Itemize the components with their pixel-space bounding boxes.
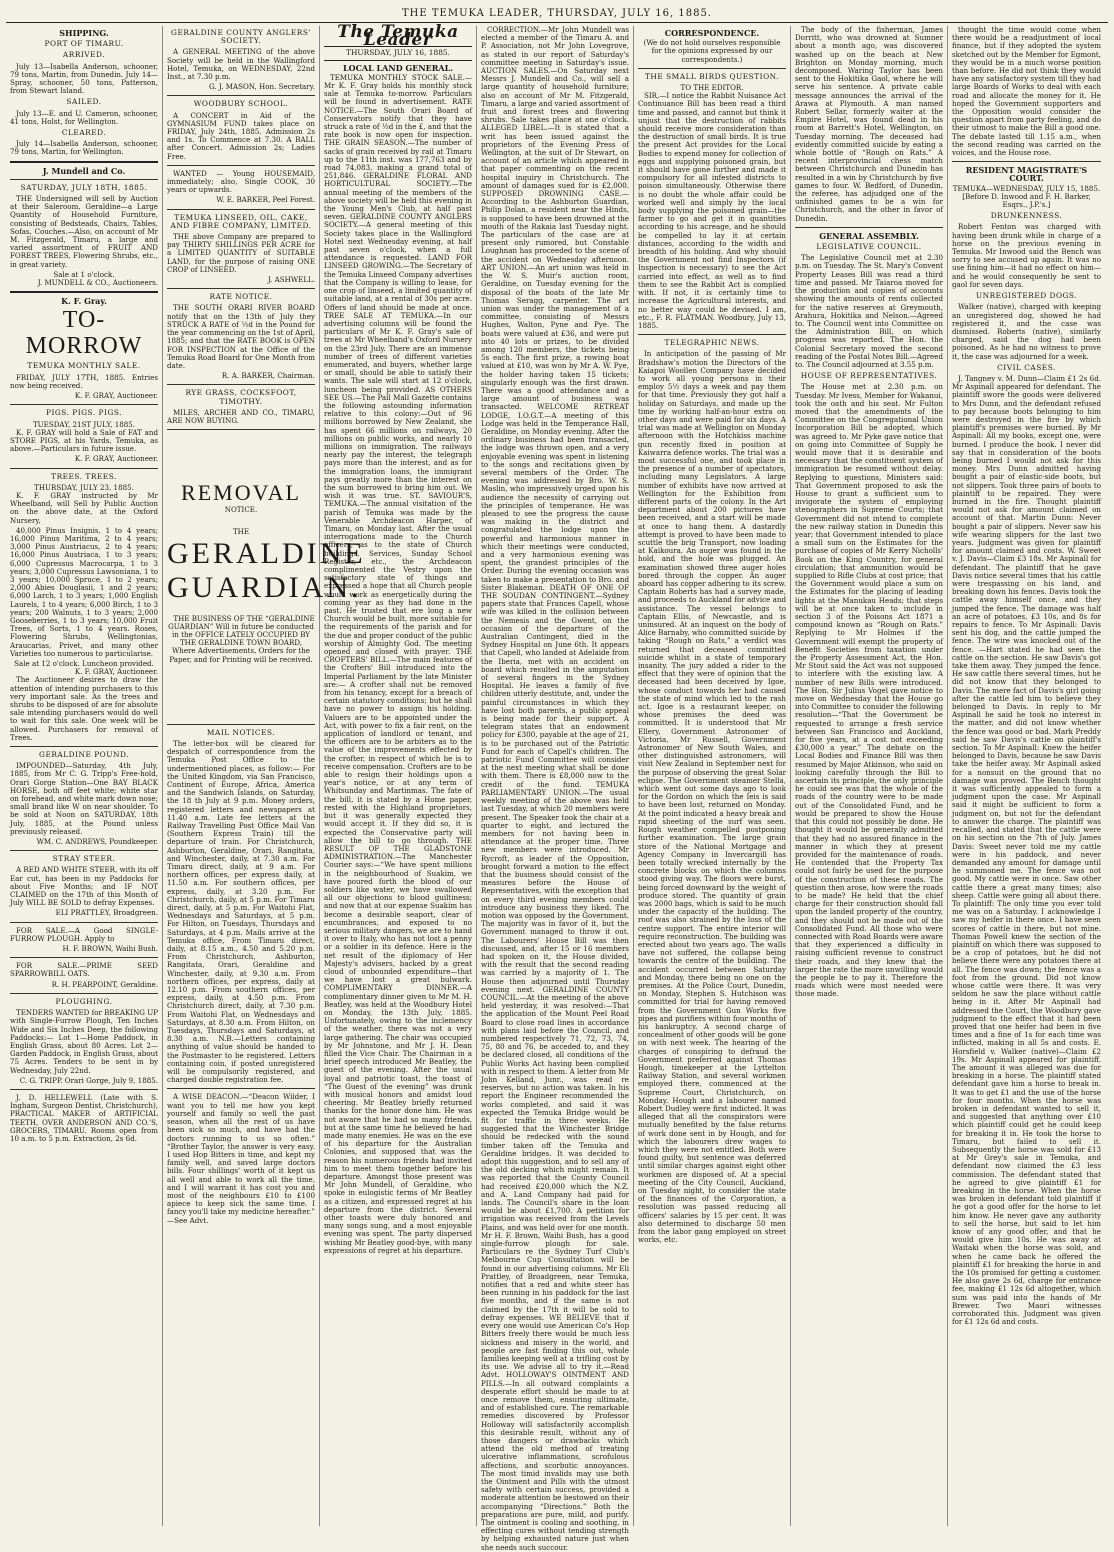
stray-text: A RED AND WHITE STEER, with its off Ear cut, has been in my Paddocks for about Five Months; and IF NOT CLAIMED on the 17th of this Month of July WILL BE SOLD to defray Expenses. [10,865,158,908]
column-2 [163,26,366,1526]
divider [795,227,943,228]
divider [952,161,1101,162]
rye-heading: RYE GRASS, COCKSFOOT, TIMOTHY. [185,388,297,406]
sailed-heading: SAILED. [66,97,102,107]
column-3 [320,22,477,1526]
civil-heading: CIVIL CASES. [997,362,1056,372]
sailings-text: July 13—E. and U. Cameron, schooner, 41 tons, Holst, for Wellington. [10,108,158,126]
trees-list: 40,000 Pinus Insignis, 1 to 4 years; 16,000 Pinus Maritima, 2 to 4 years; 3,000 Pinus Austriacus, 2 to 4 years; 16,000 Pinus Austriaca, 1 to 3 years; 6,000 Cupressus Macrocarpa, 1 to 3 years; 3,000 Cupressus Lawsoniana, 1 to 3 years; 10,000 Spruce, 1 to 2 years; 2,000 Abies Douglasii, 1 and 2 years; 6,000 Larch, 1 to 3 years; 1,000 English Laurels, 1 to 4 years; 6,000 Birch, 1 to 3 years; 200 Walnuts, 1 to 3 years; 2,000 Gooseberries, 1 to 3 years; 10,000 Fruit Trees, of Sorts, 1 to 4 years. Roses, Flowering Shrubs, Wellingtonias, Araucarias, Privet, and many other Varieties too numerous to particularise. [10,525,158,658]
gray-signature: K. F. GRAY, Auctioneer. [74,454,158,464]
dentist-ad: J. D. HELLEWELL (Late with S. Ingham, Surgeon Dentist, Christchurch), PRACTICAL MAKER of ARTIFICIAL TEETH, OVER ANDERSON AND CO.'S, GROCERS, TIMARU. Rooms open from 10 a.m. to 5 p.m. Extraction, 2s 6d. [10,1092,158,1143]
miles-text: MILES, ARCHER AND CO., TIMARU, ARE NOW BUYING. [167,407,315,425]
issue-date: THURSDAY, JULY 16, 1885. [324,46,472,60]
divider [10,291,158,293]
to-editor: TO THE EDITOR. [680,83,744,93]
divider [167,429,315,430]
rm-court-date: TEMUKA—WEDNESDAY, JULY 15, 1885. [952,183,1101,193]
council-text: The Legislative Council met at 2.30 p.m. on Tuesday. The St. Mary's Convent Property Leases Bill was read a third time and passed. Mr Taiaroa moved for the production and copies of accounts showing the amounts of rents collected for the native reserves at Greymouth, Arahura, Hokitika and Nelson.—Agreed to. The Council went into Committee on the Administration Bill, on which progress was reported. The Hon. the Colonial Secretary moved the second reading of the Postal Notes Bill.—Agreed to. The Council adjourned at 3.55 p.m. [795,253,943,369]
local-heading: LOCAL LAND GENERAL. [342,62,454,73]
divider [167,165,315,166]
divider [10,161,158,163]
tomorrow-heading: TO-MORROW [25,307,143,360]
divider [167,209,315,210]
house-text: The House met at 2.30 p.m. on Tuesday. Mr Ivess, Member for Wakanui, took the oath and his seat. Mr Fulton moved that the amendments of the Committee on the Congregational Union Incorporation Bill be adopted, which was agreed to. Mr Pyke gave notice that on going into Committee of Supply he would move that it is desirable and necessary that the constituent system of immigration be resumed without delay. Replying to questions, Ministers said: That Government proposed to ask the House to grant a sufficient sum to invigorate the system of employing stenographers in Supreme Courts; that Government did not intend to complete the new railway station in Dunedin this year; that Government intended to place a small sum on the Estimates for the purchase of copies of Mr Kerry Nicholls' Book on the King Country, for general circulation; that ammunition would be supplied to Rifle Clubs at cost price; that the Government would place a sum on the Estimates for the placing of leading lights at the Manukau Heads; that steps will be at once taken to include in section 3 of the Poisons Act 1871 a compound known as “Rough on Rats.” Replying to Mr Holmes if the Government will exempt the property of Benefit Societies from taxation under the Property Assessment Act, the Hon. Mr Stout said the Act was not supposed to interfere with the existing law. A number of new Bills were introduced. The Hon. Sir Julius Vogel gave notice to move on Wednesday that the House go into Committee to consider the following resolution—“That the Government be requested to arrange a fresh service between San Francisco and Auckland, for five years, at a cost not exceeding £30,000 a year.” The debate on the Local Bodies and Finance Bill was then resumed by Major Atkinson, who said on looking carefully through the Bill to ascertain its principle, the only principle he could see was that the whole of the roads of the country were to be made out of the Consolidated Fund, and he would be prepared to show the House that this could not possibly be done. He thought it would be generally admitted that they had no assured finance in the manner in which they at present provided for the maintenance of roads. He contended that the Property Tax could not fairly be used for the purpose of the construction of these roads. The question then arose, how were the roads to be made? He held that the chief charge for their construction should fall upon the landed property of the country, and they should not be made out of the Consolidated Fund. All those who were connected with Road Boards were aware that they experienced a difficulty in raising sufficient revenue to construct their roads, and they knew that the larger the rate the more unwilling would the people be to pay it. Therefore the roads which were most needed were those made. [795,382,943,999]
columns [6,22,1108,1552]
divider [167,95,315,96]
divider [10,850,158,851]
drunkenness-text: Robert Fenton was charged with having been drunk while in charge of a horse on the previous evening in Temuka. Mr Inwood said the Bench was sorry to see accused up again. It was no use fining him—it had no effect on him—and he would consequently be sent to gaol for seven days. [952,222,1101,289]
divider [10,993,158,994]
divider [10,957,158,958]
divider [10,179,158,180]
gray-signature: K. F. GRAY, Auctioneer. [74,667,158,677]
divider [167,384,315,385]
stray-heading: STRAY STEER. [52,854,116,864]
pigs-heading: PIGS. PIGS. PIGS. [45,408,123,418]
oats-sale-text: FOR SALE.—PRIME SEED SPARROWBILL OATS. [10,961,158,979]
divider [10,404,158,405]
sale-date: SATURDAY, JULY 18TH, 1885. [20,182,148,192]
drunkenness-heading: DRUNKENNESS. [990,211,1063,221]
column-1 [6,26,163,1526]
port-heading: PORT OF TIMARU. [44,39,124,49]
mundell-signature: J. MUNDELL & CO., Auctioneers. [37,278,158,288]
removal-notice: NOTICE. [224,505,258,515]
local-news-text: TEMUKA MONTHLY STOCK SALE.—Mr K. F. Gray holds his monthly stock sale at Temuka to-morrow. Particulars will be found in advertisement. RATE NOTICE.—The South Orari Board of Conservators notify that they have struck a rate of ½d in the £, and that the rate book is now open for inspection. THE GRAIN SEASON.—The number of sacks of grain received by rail at Timaru up to the 11th inst. was 177,763 and by road 74,083, making a grand total of 251,846. GERALDINE FLORAL AND HORTICULTURAL SOCIETY.—The annual meeting of the members of the above society will be held this evening in the Young Men's Club, at half past seven. GERALDINE COUNTY ANGLERS SOCIETY.—A general meeting of this Society takes place in the Wallingford Hotel next Wednesday evening, at half past seven o'clock, when a full attendance is requested. LAND FOR LINSEED GROWING.—The Secretary of the Temuka Linseed Company advertises that the Company is willing to lease, for one crop of linseed, a limited quantity of suitable land, at a rental of 30s per acre. Offers of land should be made at once. TREE SALE AT TEMUKA.—In our advertising columns will be found the particulars of Mr K. F. Gray's sale of trees at Mr Wheelband's Oxford Nursery on the 23rd July. There are an immense number of trees of different varieties enumerated, and buyers, whether large or small, should be able to satisfy their wants. The sale will start at 12 o'clock, luncheon being provided. AS OTHERS SEE US.—The Pall Mall Gazette contains the following astounding information relative to this colony:—Out of 96 millions borrowed by New Zealand, she has spent 66 millions on railways, 20 millions on public works, and nearly 10 millions on immigration. The railways nearly pay the interest, the telegraph pays more than the interest, and as for the immigration loans, the immigrant pays greatly more than the interest on the sum borrowed to bring him out. We wish it was true. ST. SAVIOUR'S, TEMUKA.—The annual visitation of the parish of Temuka was made by the Venerable Archdeacon Harper, of Timaru, on Monday last. After the usual interrogations made to the Church officers, as to the state of Church buildings, Services, Sunday School Register, etc., the Archdeacon complimented the Vestry upon the satisfactory state of things and expressed a hope that all Church people would work as energetically during the coming year as they had done in the past. He trusted that ere long a new Church would be built, more suitable for the requirements of the parish and for the due and proper conduct of the public worship of Almighty God. The meeting opened and closed with prayer. THE CROFTERS' BILL.—The main features of the Crofters' Bill introduced into the Imperial Parliament by the late Minister are:— A crofter shall not be removed from his tenancy, except for a breach of certain statutory conditions; but he shall have no power to assign his holding. Valuers are to be appointed under the Act, with power to fix a fair rent, on the application of landlord or tenant, and the officers are to be arbiters as to the value of the improvements effected by the crofter, in respect of which he is to receive compensation. Crofters are to be able to resign their holdings upon a year's notice, or at any term of Whitsunday and Martinmas. The fate of the bill, it is stated by a Home paper, rested with the Highland proprietors, but it was generally expected they would accept it. If they did so, it is expected the Conservative party will allow the bill to go through. THE RESULT OF THE GLADSTONE ADMINISTRATION.—The Manchester Courier says:—“We have spent millions in the neighbourhood of Suakim, we have poured forth the blood of our soldiers like water, we have swallowed all our objections to blood guiltiness; and now that at our expense Suakim has become a desirable seaport, clear of encumbrances, and exposed to no serious military dangers, we are to hand it over to Italy, who has not lost a penny or a soldier in its defence. Here is the net result of the diplomacy of Her Majesty's advisers, backed by a great cloud of unbounded expenditure—that we have lost a great bulwark. COMPLIMENTARY DINNER.—A complimentary dinner given to Mr M. H. Beatley, was held at the Woodbury Hotel on Monday, the 13th July, 1885. Unfortunately, owing to the inclemency of the weather, there was not a very large gathering. The chair was occupied by Mr Johnstone, and Mr J. H. Dean filled the Vice Chair. The Chairman in a brief speech introduced Mr Beatley, the guest of the evening. After the usual loyal and patriotic toast, the toast of “The Guest of the evening” was drunk with musical honors and amidst loud cheering. Mr Beatley briefly returned thanks for the honor done him. He was not aware that he had so many friends, but at the same time he believed he had made many enemies. He was on the eve of his departure for the Australian Colonies, and supposed that was the reason his numerous friends had invited him to meet them together before his departure. Amongst those present was Mr John Mundell, of Geraldine, who spoke in eulogistic terms of Mr Beatley as a citizen, and expressed regret at his departure from the district. Several other toasts were duly honored and many songs sung, and a most enjoyable evening was spent. The party dispersed wishing Mr Beatley good-bye, with many expressions of regret at his departure. [324,72,472,1255]
trees-text: K. F. GRAY instructed by Mr Wheelband, will Sell by Public Auction on the above date, at the Oxford Nursery, [10,490,158,525]
paper-logo: The Temuka Leader [337,22,459,51]
column-7 [948,26,1105,1526]
masthead-text: THE TEMUKA LEADER, THURSDAY, JULY 16, 1885. [402,7,712,19]
correspondence-heading: CORRESPONDENCE. [664,28,760,38]
ploughing-text: TENDERS WANTED for BREAKING UP with Single-Furrow Plough, Ten Inches Wide and Six Inches Deep, the following Paddocks:— Lot 1—Home Paddock, in English Grass, about 80 Acres. Lot 2—Garden Paddock, in English Grass, about 75 Acres. Tenders to be sent in by Wednesday, July 22nd. [10,1008,158,1075]
council-heading: LEGISLATIVE COUNCIL. [816,242,922,252]
rm-court-before: [Before D. Inwood and F. H. Barker, Esqrs., J.P.'s.] [962,191,1091,210]
luncheon-text: Sale at 12 o'clock. Luncheon provided. [14,658,154,668]
divider [638,334,786,335]
monthly-sale-text: FRIDAY, JULY 17TH, 1885. Entries now being received. [10,372,158,390]
divider [10,1089,158,1090]
column-4 [477,25,634,1552]
wise-deacon-text: A WISE DEACON.—“Deacon Wilder, I want you to tell me how you kept yourself and family so well the past season, when all the rest of us have been sick so much, and have had the doctors running to us so often.” “Brother Taylor, the answer is very easy. I used Hop Bitters in time, and kept my family well, and saved large doctors bills. Four shillings' worth of it kept us all well and able to work all the time, and I will warrant it has cost you and most of the neighbours £10 to £100 apiece to keep sick the same time. I fancy you'll take my medicine hereafter.” —See Advt. [167,1092,315,1225]
guardian-heading: GUARDIAN. [167,570,362,604]
clearances-text: July 14—Isabella Anderson, schooner, 79 tons, Martin, for Wellington. [10,139,158,157]
divider [10,922,158,923]
mundell-heading: J. Mundell and Co. [42,165,126,176]
woodbury-text: A CONCERT in Aid of the GYMNASIUM FUND takes place on FRIDAY, July 24th, 1885. Admission 2s and 1s. To Commence at 7.30. A BALL after Concert. Admission 2s; Ladies Free. [167,110,315,161]
small-birds-heading: THE SMALL BIRDS QUESTION. [644,71,779,81]
trees-date: THURSDAY, JULY 23, 1885. [34,482,134,492]
linseed-heading: TEMUKA LINSEED, OIL, CAKE, AND FIBRE COMPANY, LIMITED. [170,212,312,230]
dogs-text: Walker (native), charged with keeping an unregistered dog, showed he had registered it, and the case was dismissed. Roberts (native), similarly charged, said the dog had been poisoned. As he had no witness to prove it, the case was adjourned for a week. [952,302,1101,361]
civil-text: J. Tangney v. M. Dunn—Claim £1 2s 6d. Mr Aspinall appeared for defendant. The plaintiff swore the goods were delivered to Mrs Dunn, and the defendant refused to pay because boots belonging to him were destroyed in the fire by which plaintiff's premises were burned. By Mr Aspinall: All my books, except one, were burned. I produce the book. I never did say that in consideration of the boots being burned I would not ask for this money. Mrs Dunn admitted having bought a pair of elastic-side boots, but not slippers. Took three pairs of boots to plaintiff to be repaired. They were burned in the fire. Thought plaintiff would not ask for amount claimed on account of that. Martin Dunn: Never bought a pair of slippers. Never saw his wife wearing slippers for the last two years. Judgment was given for plaintiff for amount claimed and costs. W. Sweet v. J. Davis—Claim £3 18s. Mr Aspinall for defendant. The plaintiff that he gave Davis notice several times that his cattle were trespassing on his land, and breaking down his fences. Davis took the cattle away himself once, and they jumped the fence. The damage was half an acre of potatoes, £3 10s, and 8s for repairs to fence. To Mr Aspinall: Davis sent his dog, and the cattle jumped the fence. The wire was knocked out of the fence. —Hart stated he had seen the cattle on the section. He saw Davis's got take them away. They jumped the fence. He saw cattle there several times, but he did not know that they belonged to Davis. The mere fact of Davis's girl going after the cattle led him to believe they belonged to Davis. In reply to Mr Aspinall he said he took no interest in the matter, and did not know whether the fence was good or bad. Mark Preddy said he saw Davis's cattle on plaintiff's section. To Mr Aspinall: Knew the heifer belonged to Davis, because he saw Davis take the heifer away. Mr Aspinall asked for a nonsuit on the ground that no damage was proved. The Bench thought it was sufficiently appealed to form a judgment upon the case. Mr Aspinall said it might be sufficient to form a judgment on, but not for the defendant to answer the charge. The plaintiff was recalled, and stated that the cattle were on his section on the 7th of July. James Davis: Sweet never told me my cattle were in his paddock, and never demanded any amount for damage until he summoned me. The fence was not good. My cattle were in once. Saw other cattle there a great many times; also sheep. Cattle were going all about there. To plaintiff: The only time you ever told me was on a Saturday. I acknowledge I saw my heifer in there once. I have seen scores of cattle in there, but not mine. Thomas Powell knew the section of the plaintiff on which there was supposed to be a crop of potatoes, but he did not believe there were any potatoes there at all. The fence was down; the fence was a foot from the ground. Did not know whose cattle were there. It was very seldom he saw the place without cattle being in it. After Mr Aspinall had addressed the Court, the Woodbury gave judgment to the effect that it had been proved that one heifer had been in five times and a fine of 1s for each time was inflicted, making in all 5s and costs. E. Horsfield v. Walker (native)—Claim £2 19s. Mr Aspinall appeared for plaintiff. The amount it was alleged was due for breaking in a horse. The plaintiff stated defendant gave him a horse to break in. It was to get £1 and the use of the horse for four months. When the horse was broken in defendant wanted to sell it, and suggested that anything over £10 which plaintiff could get he could keep for breaking it in. He took the horse to Timaru, but failed to sell it. Subsequently the horse was sold for £13 at Mr Grey's sale in Temuka, and defendant now claimed the £3 less commission. The defendant stated that he agreed to give plaintiff £1 for breaking in the horse. When the horse was broken in defendant told plaintiff if he got a good offer for the horse to let him know. He never gave any authority to sell the horse, but said to let him know of any good offer, and that he would give him 10s. He was away at Waitaki when the horse was sold, and when he came back he offered the plaintiff £1 for breaking the horse in and the 10s promised for getting a customer. He also gave 2s 6d, charge for entrance fee, making £1 12s 6d altogether, which sum was paid into the hands of Mr Brewer. Two Maori witnesses corroborated this. Judgment was given for £1 12s 6d and costs. [952,373,1101,1327]
linseed-text: THE above Company are prepared to pay THIRTY SHILLINGS PER ACRE for a LIMITED QUANTITY of SUITABLE LAND, for the purpose of raising ONE CROP of LINSEED. [167,232,315,274]
mundell-ad-text: THE Undersigned will sell by Auction at their Saleroom, Geraldine—a Large Quantity of Household Furniture, consisting of Bedsteads, Chairs, Tables, Sofas, Couches.—Also, on account of Mr M. Fitzgerald, Timaru, a large and varied assortment of FRUIT AND FOREST TREES, Flowering Shrubs, etc., in great variety. [10,194,158,269]
house-continued: thought the time would come when there would be a readjustment of local finance, but if they adopted the system sketched out by the Member for Egmont, they would be in a much worse position than before. He did not think they would have any satisfactory system till they had large Boards of Works to deal with each road and allocate the money for it. He hoped the Government supporters and the Opposition would consider the question apart from party feeling, and do their utmost to make the Bill a good one. The debate lasted till 1.15 a.m., when the second reading was carried on the voices, and the House rose. [952,25,1101,158]
divider [638,68,786,69]
pound-text: IMPOUNDED—Saturday, 4th July, 1885, from Mr C. G. Tripp's Free-hold, Orari Gorge Station—One BAY BLACK HORSE, both off feet white; white star on forehead, and white mark down nose; small brand like W on near shoulder. To be sold at Noon on SATURDAY, 18th July, 1885, at the Pound unless previously released. [10,761,158,836]
telegraphic-continued: The body of the fisherman, James Dorritt, who was drowned at Sumner about a month ago, was discovered washed up on the beach at New Brighton on Monday morning, much decomposed. Waring Taylor has been sent to the Hokitika Gaol, where he will serve his sentence. A private cable message announces the arrival of the Arawa at Plymouth. A man named Robert Sellar, formerly waiter at the Empire Hotel, was found dead in his room at Barrett's Hotel, Wellington, on Tuesday morning. The deceased had evidently committed suicide by eating a whole bottle of “Rough on Rats.” A recent interprovincial chess match between Christchurch and Dunedin has resulted in a win by Christchurch by five games to four. W. Bedford, of Dunedin, the referee, has adjudged one of the unfinished games to be a win for Christchurch, and the other in favor of Dunedin. [795,25,943,223]
anglers-heading: GERALDINE COUNTY ANGLERS' SOCIETY. [171,28,311,46]
removal-text: THE BUSINESS OF THE “GERALDINE GUARDIAN” Will in future be conducted in the OFFICE LATELY OCCUPIED BY THE GERALDINE TOWN BOARD, Where Advertisements, Orders for the Paper, and for Printing will be received. [168,613,315,664]
rbarker-signature: R. A. BARKER, Chairman. [221,371,315,381]
assembly-heading: GENERAL ASSEMBLY. [819,230,919,241]
geraldine-heading: GERALDINE [167,536,366,570]
ploughing-heading: PLOUGHING. [55,996,113,1006]
divider [167,288,315,289]
rate-text: THE SOUTH ORARI RIVER BOARD notify that on the 13th of July they STRUCK A RATE of ½d in the Pound for the year commencing on the 1st of April, 1885; and that the RATE BOOK is OPEN FOR INSPECTION at the Office of the Temuka Road Board for One Month from date. [167,303,315,370]
gray-heading: K. F. Gray. [61,296,107,307]
tripp-signature: C. G. TRIPP. Orari Gorge, July 9, 1885. [19,1075,158,1085]
woodbury-heading: WOODBURY SCHOOL. [193,99,289,109]
divider [167,1088,315,1089]
correspondence-disclaimer: (We do not hold ourselves responsible for the opinions expressed by our correspondents.) [643,38,781,64]
trees-note: The Auctioneer desires to draw the attention of intending purchasers to this very important sale. As the trees and shrubs to be disposed of are for absolute sale intending purchasers would do well to wait for this sale. One week will be allowed. Purchasers for removal of Trees. [10,675,158,742]
arrivals-text: July 13—Isabella Anderson, schooner, 79 tons, Martin, from Dunedin. July 14—Spray, schooner, 50 tons, Patterson, from Stewart Island. [10,61,158,96]
prattley-signature: ELI PRATTLEY, Broadgreen. [55,908,158,918]
pound-heading: GERALDINE POUND. [39,750,129,760]
dogs-heading: UNREGISTERED DOGS. [975,291,1078,301]
divider [10,468,158,469]
mason-signature: G. J. MASON, Hon. Secretary. [209,82,315,92]
barker-signature: W. E. BARKER, Peel Forest. [216,195,315,205]
trees-heading: TREES. TREES. [51,471,117,481]
pigs-date: TUESDAY, 21ST JULY, 1885. [32,419,136,429]
local-news-continued: CORRECTION.—Mr John Mundell was elected a member of the Timaru A. and P. Association, not Mr John Lovegrove, as stated in our report of Saturday's committee meeting in Saturday's issue. AUCTION SALES.—On Saturday next Messrs J. Mundell and Co., will sell a large quantity of household furniture; also on account of Mr M. Fitzgerald, Timaru, a large and varied assortment of fruit and forest trees and flowering shrubs. Sale takes place at one o'clock. ALLEGED LIBEL.—It is stated that a writ has been issued against the proprietors of the Evening Press of Wellington, at the suit of Dr Stewart, on account of an article which appeared in that paper commenting on the recent hospital inquiry in Christchurch. The amount of damages sued for is £2,000. SUPPOSED DROWNING CASE.—According to the Ashburton Guardian, Philip Dolan, a resident near the Hinds, is supposed to have been drowned at the mouth of the Rakaia last Tuesday night. The particulars of the case are at present only rumored, but Constable Loughnan has proceeded to the scene of the accident on Wednesday afternoon. ART UNION.—An art union was held in the W. S. Muir's auction room, Geraldine, on Tuesday evening for the disposal of the boats of the late Mr Thomas Seragg, carpenter. The art union was under the management of a committee, consisting of Messrs Hughes, Walton, Pyne and Pye. The boats were valued at £36, and were put into 40 lots or prizes, to be divided among 120 members, the tickets being 5s each. The first prize, a rowing boat valued at £10, was won by Mr A. W. Pye, the holder having taken 15 tickets; singularly enough was the first drawn. There was a good attendance and a large amount of business was transacted. WELCOME RETREAT LODGE, I.O.G.T.—A meeting of this Lodge was held in the Temperance Hall, Geraldine, on Monday evening. After the ordinary business had been transacted, the lodge was thrown open, and a very enjoyable evening was spent in listening to the songs and recitations given by several members of the Order. The evening was addressed by Bro. W. S. Maslin, who impressively urged upon his audience the necessity of carrying out the principles of temperance. He was pleased to see the progress the cause was making in the district and congratulated the lodge upon the powerful and harmonious manner in which their meetings were conducted, and a very harmonious evening was spent, the grandest principles of the Order. During the evening occasion was taken to make a presentation to Bro. and Sister Blakeman. DEATH OF ONE OF THE SOUDAN CONTINGENT.—Sydney papers state that Frances Capell, whose wife was killed in the collision between the Nemesis and the Gwent, on the occasion of the departure of the Australian Contingent, died in the Sydney Hospital on June 6th. It appears that Capell, who landed at Adelaide from the Iberia, met with an accident on board which resulted in the amputation of several fingers in the Sydney Hospital. He leaves a family of five children utterly destitute, and, under the painful circumstances in which they have lost both parents, a public appeal is being made for their support. A telegram states that an endowment policy for £300, payable at the age of 21, is to be purchased out of the Patriotic Fund for each of Capell's children. The patriotic Fund Committee will consider at the next meeting what shall be done with them. There is £8,000 now to the credit of the fund. TEMUKA PARLIAMENTARY UNION.—The usual weekly meeting of the above was held last Tuesday, at which 20 members were present. The Speaker took the chair at a quarter to eight, and lectured the members for not having been in attendance at the proper time. Three new members were introduced. Mr Rycroft, as leader of the Opposition, brought forward a motion to the effect that the business should consist of the measures before the House of Representatives, with the exception that on every third evening members could introduce any business they liked. The motion was opposed by the Government. The majority was in favor of it, but the Government managed to throw it out. The Labourers' House Bill was then discussed, and, after 15 or 16 members had spoken on it, the House divided, with the result that the second reading was carried by a majority of 1. The House then adjourned until Thursday evening next. GERALDINE COUNTY COUNCIL.—At the meeting of the above held yesterday, it was resolved:—That the application of the Mount Peel Road Board to close road lines in accordance with plans laid before the Council, and numbered respectively 71, 72, 73, 74, 75, 80 and 76, be acceded to, and they be declared closed, all conditions of the Public Works Act having been complied with in respect to them. A letter from Mr John Kelland, Junr., was read re reserves, but no action was taken. In his report the Engineer recommended the works completed, and said it was expected the Temuka Bridge would be fit for traffic in three weeks. He suggested that the Winchester Bridge should be redecked with the sound timber taken off the Temuka and Geraldine bridges. It was decided to adopt this suggestion, and to sell any of the old decking which might remain. It was reported that the County Council had received £20,000 which the N.Z. and A. Land Company had paid for lands. The Council's share in the loan would be about £1,700. A petition for irrigation was received from the Levels Plains, and was held over for one month. Mr H. F. Brown, Waihi Bush, has a good single-furrow plough for sale. Particulars re the Sydney Turf Club's Melbourne Cup Consultation will be found in our advertising columns. Mr Eli Prattley, of Broadgreen, near Temuka, notifies that a red and white steer has been running in his paddock for the last five months, and if the same is not claimed by the 17th it will be sold to defray expenses. WE BELIEVE that if every one would use American Co's Hop Bitters freely there would be much less sickness and misery in the world, and people are fast finding this out, whole families keeping well at a trifling cost by its use. We advise all to try it.—Read Advt. HOLLOWAY'S OINTMENT AND PILLS.—In all outward complaints a desperate effort should be made to at once remove them, ensuring ultimate, and of established cure. The remarkable remedies discovered by Professor Holloway will satisfactorily accomplish this desirable result, without any of those dangers or drawbacks which attend the old method of treating ulcerative inflammations, scrofulous affections, and scorbutic annoyances. The most timid invalids may use both the Ointment and Pills with the utmost safety with certain success, provided a moderate attention be bestowed on their accompanying “Directions.” Both the preparations are pure, mild, and purify. The ointment is cooling and soothing, in effecting cures without tending strength by helping exhausted nature just when she needs such succour. [481,25,629,1552]
gray-signature: K. F. GRAY, Auctioneer. [74,391,158,401]
column-5 [634,26,791,1526]
andrews-signature: WM. C. ANDREWS, Poundkeeper. [36,837,158,847]
letter-text: SIR,—I notice the Rabbit Nuisance Act Continuance Bill has been read a third time and passed, and cannot but think it unjust that the destruction of rabbits should receive more consideration than the destruction of small birds. It is true the present Act provides for the Local Bodies to expend money for collection of eggs and supplying poisoned grain, but it should have gone further and made it compulsory for all infested districts to poison simultaneously. Otherwise there is no doubt the whole affair could be worked well and simply by the local body supplying the poisoned grain—the farmer to go and get it in quantities according to his acreage, and he should be compelled to lay it at certain distances, according to the width and breadth of his holding. And why should the Government not find Inspectors (if Inspection is necessary) to see the Act carried into effect, as well as to find them to see the Rabbit Act is complied with. If not, it is certainly time to increase the Agricultural interests, and no better way could be devised. I am, etc., F. R. FLATMAN. Woodbury, July 13, 1885. [638,91,786,330]
telegraphic-heading: TELEGRAPHIC NEWS. [664,338,760,348]
telegraphic-text: In anticipation of the passing of Mr Bradshaw's motion the Directors of the Kaiapoi Woollen Company have decided to work all young persons in their employ 5½ days a week and pay them for that time. Previously they got half a holiday on Saturdays, and made up the time by working half-an-hour extra on other days and were paid for six days. A trial was made at Wellington on Monday afternoon with the Hotchkiss machine gun recently fixed in position at Kaiwarra defence works. The trial was a most successful one, and took place in the presence of a number of spectators, including many Legislators. A large number of exhibits have now arrived at Wellington for the Exhibition from different parts of the colony. In the Art department about 200 pictures have been received, and a start will be made at once to hang them. A dastardly attempt is proved to have been made to scuttle the brig Transport, now loading at Kaikoura. An auger was found in the hold, and the hole was plugged. An examination showed three auger holes bored through the copper. An auger aboard has copper adhering to its screw. Captain Roberts has had a survey made, and proceeds to Auckland for advice and assistance. The vessel belongs to Captain Ellis, of Newcastle, and is uninsured. At an inquest on the body of Alice Barnaby, who committed suicide by taking “Rough on Rats,” a verdict was returned that deceased committed suicide whilst in a state of temporary insanity. The jury added a rider to the effect that they were of opinion that the deceased had been deceived by Igoe, whose conduct towards her had caused the state of mind which led to the rash act. Igoe is a restaurant keeper, on whose premises the deed was committed. It is understood that Mr Ellery, Government Astronomer of Victoria, Mr Russell, Government Astronomer of New South Wales, and other distinguished astronomers, will visit New Zealand in September next for the purpose of observing the great Solar eclipse. The Government steamer Stella, which went out some days ago to look for the Gordon on which the Ieis is said to have been lost, returned on Monday. At the point indicated a heavy break and rapid sheeting of the surf was seen. Rough weather compelled postponing further examination. The large grain store of the National Mortgage and Agency Company in Invercargill has been totally wrecked internally by the concrete blocks on which the columns stood giving way. The floors were burst, being forced downward by the weight of produce stored. The quantity of grain was 2000 bags, which is said to be much under the capacity of the building. The roof was also strained by the loss of the centre support. The entire interior will require reconstruction. The building was erected about two years ago. The walls have not suffered, the collapse being towards the centre of the building. The accident occurred between Saturday and Monday, there being no one on the premises. At the Police Court, Dunedin, on Monday, Stephen S. Hutchison was committed for trial for having removed from the Government Gun Works five pipes and purifiers within four months of his bankruptcy. A second charge of concealment of other goods will be gone on with next week. The hearing of the charges of conspiring to defraud the Government preferred against Thomas Hough, timekeeper at the Lyttelton Railway Station, and several workmen employed there, commenced at the Supreme Court, Christchurch, on Monday. Hough and a labourer named Robert Dudley were first indicted. It was alleged that all the conspirators were mutually benefited by the false returns of work done sent in by Hough, and for which the labourers drew wages to which they were not entitled. Both were found guilty, but sentence was deferred until similar charges against eight other workmen are disposed of. At a special meeting of the City Council, Auckland, on Tuesday night, to consider the state of the finances of the Corporation, a resolution was passed reducing all officers' salaries by 15 per cent. It was also determined to discharge 50 men from the labor gang employed on street works, etc. [638,349,786,1245]
monthly-sale-heading: TEMUKA MONTHLY SALE. [27,361,141,371]
column-6 [791,26,948,1526]
ashwell-signature: J. ASHWELL. [267,275,315,285]
the-label: THE [232,527,250,537]
shipping-heading: SHIPPING. [59,28,109,38]
arrived-heading: ARRIVED. [62,50,106,60]
sale-time: Sale at 1 o'clock. [53,269,115,279]
divider [10,746,158,747]
plough-sale-text: FOR SALE.—A Good SINGLE-FURROW PLOUGH. Apply to [10,925,158,943]
masthead [6,4,1108,23]
rate-heading: RATE NOTICE. [209,292,273,302]
brown-signature: H. F. BROWN, Waihi Bush. [62,944,158,954]
house-heading: HOUSE OF REPRESENTATIVES. [800,371,938,381]
pearpoint-signature: R. H. PEARPOINT, Geraldine. [51,979,158,989]
mail-heading: MAIL NOTICES. [206,727,276,737]
anglers-text: A GENERAL MEETING of the above Society will be held in the Wallingford Hotel, Temuka, on WEDNESDAY, 22nd Inst., at 7.30 p.m. [167,47,315,82]
wanted-text: WANTED — Young HOUSEMAID, immediately; also, Single COOK, 30 years or upwards. [167,168,315,195]
cleared-heading: CLEARED. [61,128,107,138]
rm-court-heading: RESIDENT MAGISTRATE'S COURT. [965,165,1088,184]
mail-text: The letter-box will be cleared for despatch of correspondence from the Temuka Post Office to the undermentioned places, as follow:— For the United Kingdom, via San Francisco, Continent of Europe, Africa, America and the Sandwich Islands, on Saturday, the 18 th July at 9 p.m. Money orders, registered letters and newspapers at 11.40 a.m. Late fee letters at the Railway Travelling Post Office Mail Van (Southern Express Train) till the departure of train. For Christchurch, Ashburton, Geraldine, Orari, Rangitata, and Winchester, daily, at 7.30 a.m. For Timaru direct, daily, at 9 a.m. For northern offices, per express daily, at 11.50 a.m. For southern offices, per express, daily, at 3.20 p.m. For Christchurch, daily, at 5 p.m. For Timaru direct, daily, at 5 p.m. For Waitohi Flat, Wednesdays and Saturdays, at 5 p.m. For Hilton, on Tuesdays, Thursdays and Saturdays, at 4 p.m. Mails arrive at the Temuka office, From Timaru direct, daily, at 8.15 a.m., 4.50 and 5.20 p.m. From Christchurch, Ashburton, Rangitata, Orari, Geraldine and Winchester, daily, at 9.30 a.m. From northern offices, per express, daily at 12.10 p.m. From southern offices, per express, daily, at 4.50 p.m. From Christchurch direct, daily, at 7.30 p.m. From Waitohi Flat, on Wednesdays and Saturdays, at 8.30 a.m. From Hilton, on Tuesdays, Thursdays and Saturdays, at 8.30 a.m. N.B.—Letters containing anything of value should be handed to the Postmaster to be registered. Letters containing coin, if posted unregistered will be compulsorily registered, and charged double registration fee. [167,738,315,1085]
divider [167,724,315,725]
removal-heading: REMOVAL [181,480,301,506]
pigs-text: K. F. GRAY will hold a Sale of FAT and STORE PIGS, at his Yards, Temuka, as above.—Particulars in future issue. [10,427,158,454]
